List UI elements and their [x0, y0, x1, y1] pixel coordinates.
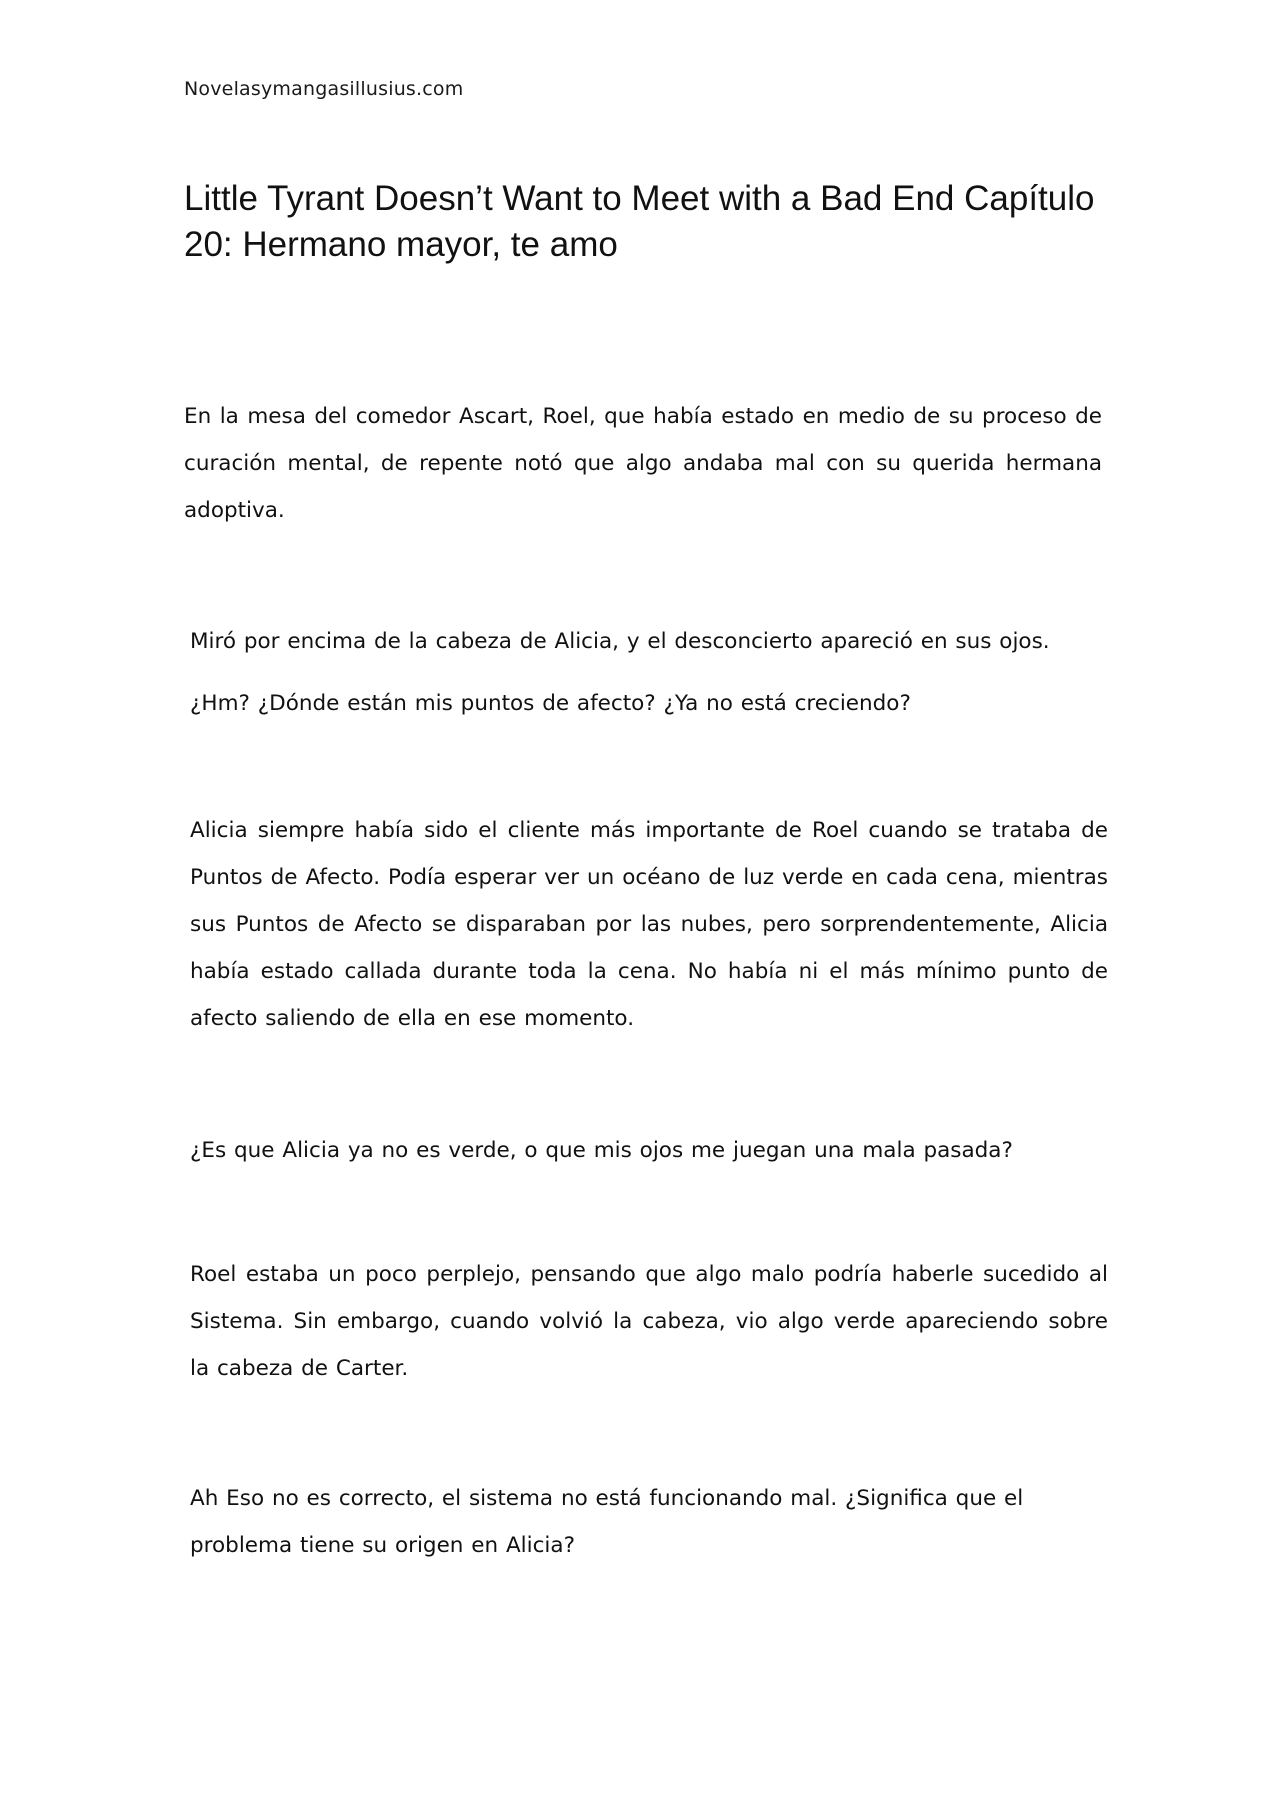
- paragraph-3: ¿Hm? ¿Dónde están mis puntos de afecto? ¿Ya no está creciendo?: [190, 691, 911, 716]
- paragraph-5: ¿Es que Alicia ya no es verde, o que mis ojos me juegan una mala pasada?: [190, 1138, 1013, 1163]
- site-name: Novelasymangasillusius.com: [184, 78, 464, 100]
- paragraph-6: Roel estaba un poco perplejo, pensando que algo malo podría haberle sucedido al Sistema. Sin embargo, cuando volvió la cabeza, vio algo verde apareciendo sobre la cabeza de Carter.: [190, 1262, 1108, 1381]
- paragraph-2: Miró por encima de la cabeza de Alicia, y el desconcierto apareció en sus ojos.: [190, 629, 1050, 654]
- paragraph-1: En la mesa del comedor Ascart, Roel, que había estado en medio de su proceso de curación mental, de repente notó que algo andaba mal con su querida hermana adoptiva.: [184, 404, 1102, 523]
- paragraph-7: Ah Eso no es correcto, el sistema no está funcionando mal. ¿Significa que el problema tiene su origen en Alicia?: [190, 1486, 1024, 1558]
- paragraph-4: Alicia siempre había sido el cliente más importante de Roel cuando se trataba de Puntos de Afecto. Podía esperar ver un océano de luz verde en cada cena, mientras sus Puntos de Afecto se disparaban por las nubes, pero sorprendentemente, Alicia había estado callada durante toda la cena. No había ni el más mínimo punto de afecto saliendo de ella en ese momento.: [190, 818, 1108, 1031]
- chapter-title: Little Tyrant Doesn’t Want to Meet with a Bad End Capítulo 20: Hermano mayor, te amo: [184, 179, 1095, 264]
